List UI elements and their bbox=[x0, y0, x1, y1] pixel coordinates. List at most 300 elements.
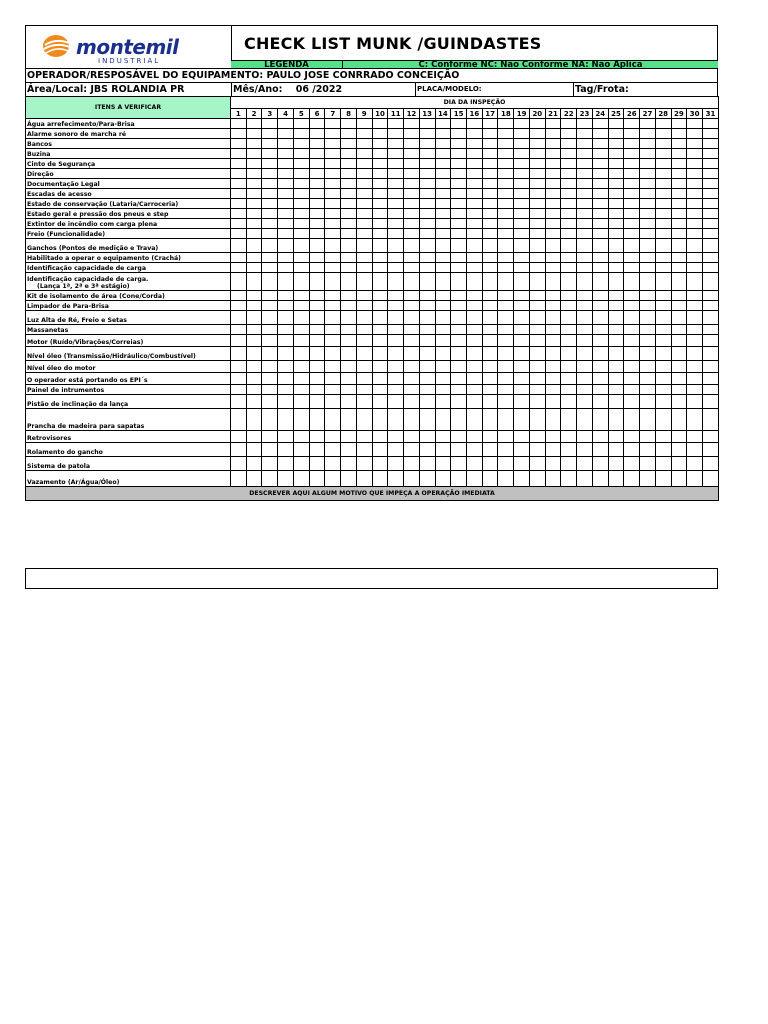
check-cell[interactable] bbox=[246, 335, 262, 347]
check-cell[interactable] bbox=[514, 199, 530, 209]
check-cell[interactable] bbox=[372, 409, 388, 431]
check-cell[interactable] bbox=[341, 139, 357, 149]
check-cell[interactable] bbox=[325, 189, 341, 199]
check-cell[interactable] bbox=[467, 291, 483, 301]
check-cell[interactable] bbox=[671, 431, 687, 443]
check-cell[interactable] bbox=[231, 179, 247, 189]
check-cell[interactable] bbox=[325, 209, 341, 219]
check-cell[interactable] bbox=[624, 471, 640, 487]
check-cell[interactable] bbox=[278, 385, 294, 395]
check-cell[interactable] bbox=[467, 431, 483, 443]
check-cell[interactable] bbox=[624, 119, 640, 129]
check-cell[interactable] bbox=[419, 229, 435, 239]
check-cell[interactable] bbox=[293, 119, 309, 129]
check-cell[interactable] bbox=[435, 311, 451, 325]
check-cell[interactable] bbox=[514, 431, 530, 443]
check-cell[interactable] bbox=[514, 253, 530, 263]
check-cell[interactable] bbox=[451, 139, 467, 149]
check-cell[interactable] bbox=[592, 395, 608, 409]
check-cell[interactable] bbox=[592, 189, 608, 199]
check-cell[interactable] bbox=[309, 373, 325, 385]
check-cell[interactable] bbox=[577, 139, 593, 149]
check-cell[interactable] bbox=[404, 179, 420, 189]
check-cell[interactable] bbox=[309, 169, 325, 179]
check-cell[interactable] bbox=[467, 385, 483, 395]
check-cell[interactable] bbox=[655, 139, 671, 149]
check-cell[interactable] bbox=[561, 335, 577, 347]
check-cell[interactable] bbox=[293, 325, 309, 335]
check-cell[interactable] bbox=[278, 159, 294, 169]
check-cell[interactable] bbox=[592, 209, 608, 219]
check-cell[interactable] bbox=[467, 239, 483, 253]
check-cell[interactable] bbox=[231, 199, 247, 209]
check-cell[interactable] bbox=[687, 273, 703, 291]
check-cell[interactable] bbox=[703, 409, 719, 431]
check-cell[interactable] bbox=[545, 385, 561, 395]
check-cell[interactable] bbox=[404, 335, 420, 347]
check-cell[interactable] bbox=[514, 395, 530, 409]
check-cell[interactable] bbox=[467, 273, 483, 291]
check-cell[interactable] bbox=[498, 457, 514, 471]
check-cell[interactable] bbox=[231, 189, 247, 199]
check-cell[interactable] bbox=[545, 431, 561, 443]
check-cell[interactable] bbox=[529, 335, 545, 347]
check-cell[interactable] bbox=[529, 471, 545, 487]
check-cell[interactable] bbox=[561, 179, 577, 189]
check-cell[interactable] bbox=[419, 385, 435, 395]
check-cell[interactable] bbox=[293, 471, 309, 487]
check-cell[interactable] bbox=[293, 253, 309, 263]
check-cell[interactable] bbox=[592, 457, 608, 471]
check-cell[interactable] bbox=[514, 219, 530, 229]
check-cell[interactable] bbox=[482, 239, 498, 253]
check-cell[interactable] bbox=[608, 159, 624, 169]
check-cell[interactable] bbox=[687, 301, 703, 311]
check-cell[interactable] bbox=[703, 443, 719, 457]
check-cell[interactable] bbox=[293, 199, 309, 209]
check-cell[interactable] bbox=[545, 129, 561, 139]
check-cell[interactable] bbox=[325, 291, 341, 301]
check-cell[interactable] bbox=[372, 119, 388, 129]
check-cell[interactable] bbox=[592, 347, 608, 361]
check-cell[interactable] bbox=[246, 159, 262, 169]
check-cell[interactable] bbox=[278, 373, 294, 385]
check-cell[interactable] bbox=[325, 159, 341, 169]
check-cell[interactable] bbox=[624, 239, 640, 253]
check-cell[interactable] bbox=[640, 159, 656, 169]
check-cell[interactable] bbox=[577, 361, 593, 373]
check-cell[interactable] bbox=[309, 199, 325, 209]
check-cell[interactable] bbox=[514, 139, 530, 149]
check-cell[interactable] bbox=[482, 395, 498, 409]
check-cell[interactable] bbox=[341, 199, 357, 209]
check-cell[interactable] bbox=[671, 199, 687, 209]
check-cell[interactable] bbox=[514, 385, 530, 395]
check-cell[interactable] bbox=[278, 301, 294, 311]
check-cell[interactable] bbox=[388, 443, 404, 457]
check-cell[interactable] bbox=[561, 219, 577, 229]
check-cell[interactable] bbox=[498, 119, 514, 129]
check-cell[interactable] bbox=[640, 119, 656, 129]
check-cell[interactable] bbox=[435, 189, 451, 199]
check-cell[interactable] bbox=[592, 253, 608, 263]
check-cell[interactable] bbox=[451, 335, 467, 347]
check-cell[interactable] bbox=[640, 169, 656, 179]
check-cell[interactable] bbox=[325, 253, 341, 263]
check-cell[interactable] bbox=[372, 311, 388, 325]
check-cell[interactable] bbox=[545, 471, 561, 487]
check-cell[interactable] bbox=[356, 119, 372, 129]
check-cell[interactable] bbox=[388, 139, 404, 149]
check-cell[interactable] bbox=[404, 149, 420, 159]
check-cell[interactable] bbox=[640, 471, 656, 487]
check-cell[interactable] bbox=[262, 291, 278, 301]
check-cell[interactable] bbox=[341, 373, 357, 385]
check-cell[interactable] bbox=[577, 179, 593, 189]
check-cell[interactable] bbox=[608, 291, 624, 301]
check-cell[interactable] bbox=[231, 373, 247, 385]
check-cell[interactable] bbox=[671, 373, 687, 385]
check-cell[interactable] bbox=[404, 159, 420, 169]
check-cell[interactable] bbox=[278, 291, 294, 301]
check-cell[interactable] bbox=[231, 149, 247, 159]
check-cell[interactable] bbox=[262, 239, 278, 253]
check-cell[interactable] bbox=[592, 325, 608, 335]
check-cell[interactable] bbox=[624, 443, 640, 457]
check-cell[interactable] bbox=[687, 361, 703, 373]
check-cell[interactable] bbox=[608, 457, 624, 471]
check-cell[interactable] bbox=[655, 129, 671, 139]
check-cell[interactable] bbox=[545, 291, 561, 301]
check-cell[interactable] bbox=[624, 301, 640, 311]
check-cell[interactable] bbox=[640, 229, 656, 239]
check-cell[interactable] bbox=[703, 395, 719, 409]
check-cell[interactable] bbox=[419, 169, 435, 179]
check-cell[interactable] bbox=[592, 239, 608, 253]
check-cell[interactable] bbox=[246, 209, 262, 219]
check-cell[interactable] bbox=[278, 409, 294, 431]
check-cell[interactable] bbox=[640, 219, 656, 229]
check-cell[interactable] bbox=[529, 169, 545, 179]
check-cell[interactable] bbox=[325, 409, 341, 431]
check-cell[interactable] bbox=[372, 471, 388, 487]
check-cell[interactable] bbox=[529, 179, 545, 189]
check-cell[interactable] bbox=[372, 149, 388, 159]
check-cell[interactable] bbox=[309, 189, 325, 199]
check-cell[interactable] bbox=[309, 471, 325, 487]
check-cell[interactable] bbox=[545, 229, 561, 239]
check-cell[interactable] bbox=[278, 149, 294, 159]
check-cell[interactable] bbox=[514, 471, 530, 487]
check-cell[interactable] bbox=[467, 409, 483, 431]
check-cell[interactable] bbox=[388, 273, 404, 291]
check-cell[interactable] bbox=[419, 471, 435, 487]
check-cell[interactable] bbox=[435, 263, 451, 273]
check-cell[interactable] bbox=[608, 199, 624, 209]
check-cell[interactable] bbox=[325, 395, 341, 409]
check-cell[interactable] bbox=[561, 409, 577, 431]
check-cell[interactable] bbox=[498, 169, 514, 179]
check-cell[interactable] bbox=[577, 311, 593, 325]
check-cell[interactable] bbox=[467, 253, 483, 263]
check-cell[interactable] bbox=[278, 457, 294, 471]
check-cell[interactable] bbox=[687, 189, 703, 199]
check-cell[interactable] bbox=[640, 431, 656, 443]
check-cell[interactable] bbox=[514, 347, 530, 361]
check-cell[interactable] bbox=[624, 263, 640, 273]
check-cell[interactable] bbox=[624, 347, 640, 361]
check-cell[interactable] bbox=[671, 335, 687, 347]
check-cell[interactable] bbox=[529, 291, 545, 301]
check-cell[interactable] bbox=[341, 119, 357, 129]
check-cell[interactable] bbox=[341, 219, 357, 229]
check-cell[interactable] bbox=[655, 347, 671, 361]
check-cell[interactable] bbox=[592, 179, 608, 189]
check-cell[interactable] bbox=[246, 189, 262, 199]
check-cell[interactable] bbox=[309, 335, 325, 347]
check-cell[interactable] bbox=[671, 219, 687, 229]
check-cell[interactable] bbox=[341, 239, 357, 253]
check-cell[interactable] bbox=[419, 409, 435, 431]
check-cell[interactable] bbox=[404, 409, 420, 431]
check-cell[interactable] bbox=[655, 253, 671, 263]
check-cell[interactable] bbox=[372, 179, 388, 189]
check-cell[interactable] bbox=[624, 139, 640, 149]
check-cell[interactable] bbox=[671, 129, 687, 139]
check-cell[interactable] bbox=[703, 239, 719, 253]
check-cell[interactable] bbox=[451, 263, 467, 273]
check-cell[interactable] bbox=[545, 169, 561, 179]
check-cell[interactable] bbox=[482, 431, 498, 443]
check-cell[interactable] bbox=[278, 179, 294, 189]
check-cell[interactable] bbox=[467, 149, 483, 159]
check-cell[interactable] bbox=[498, 443, 514, 457]
check-cell[interactable] bbox=[671, 301, 687, 311]
check-cell[interactable] bbox=[482, 129, 498, 139]
check-cell[interactable] bbox=[262, 301, 278, 311]
check-cell[interactable] bbox=[498, 229, 514, 239]
check-cell[interactable] bbox=[482, 291, 498, 301]
check-cell[interactable] bbox=[372, 263, 388, 273]
check-cell[interactable] bbox=[388, 409, 404, 431]
check-cell[interactable] bbox=[341, 347, 357, 361]
check-cell[interactable] bbox=[592, 169, 608, 179]
check-cell[interactable] bbox=[545, 239, 561, 253]
check-cell[interactable] bbox=[592, 409, 608, 431]
check-cell[interactable] bbox=[498, 263, 514, 273]
check-cell[interactable] bbox=[529, 301, 545, 311]
check-cell[interactable] bbox=[435, 385, 451, 395]
check-cell[interactable] bbox=[561, 291, 577, 301]
check-cell[interactable] bbox=[325, 361, 341, 373]
check-cell[interactable] bbox=[624, 291, 640, 301]
check-cell[interactable] bbox=[309, 409, 325, 431]
check-cell[interactable] bbox=[435, 373, 451, 385]
check-cell[interactable] bbox=[671, 395, 687, 409]
check-cell[interactable] bbox=[356, 139, 372, 149]
check-cell[interactable] bbox=[529, 385, 545, 395]
check-cell[interactable] bbox=[467, 311, 483, 325]
check-cell[interactable] bbox=[545, 209, 561, 219]
check-cell[interactable] bbox=[640, 347, 656, 361]
check-cell[interactable] bbox=[655, 209, 671, 219]
check-cell[interactable] bbox=[388, 471, 404, 487]
check-cell[interactable] bbox=[278, 253, 294, 263]
check-cell[interactable] bbox=[624, 253, 640, 263]
check-cell[interactable] bbox=[356, 169, 372, 179]
check-cell[interactable] bbox=[703, 301, 719, 311]
check-cell[interactable] bbox=[498, 199, 514, 209]
check-cell[interactable] bbox=[655, 159, 671, 169]
check-cell[interactable] bbox=[498, 253, 514, 263]
check-cell[interactable] bbox=[482, 347, 498, 361]
check-cell[interactable] bbox=[703, 209, 719, 219]
check-cell[interactable] bbox=[388, 311, 404, 325]
check-cell[interactable] bbox=[293, 457, 309, 471]
check-cell[interactable] bbox=[435, 219, 451, 229]
check-cell[interactable] bbox=[372, 159, 388, 169]
check-cell[interactable] bbox=[655, 311, 671, 325]
check-cell[interactable] bbox=[577, 373, 593, 385]
check-cell[interactable] bbox=[278, 431, 294, 443]
check-cell[interactable] bbox=[561, 139, 577, 149]
check-cell[interactable] bbox=[703, 219, 719, 229]
check-cell[interactable] bbox=[498, 239, 514, 253]
check-cell[interactable] bbox=[404, 395, 420, 409]
check-cell[interactable] bbox=[325, 335, 341, 347]
check-cell[interactable] bbox=[561, 273, 577, 291]
check-cell[interactable] bbox=[231, 385, 247, 395]
check-cell[interactable] bbox=[687, 335, 703, 347]
check-cell[interactable] bbox=[293, 409, 309, 431]
check-cell[interactable] bbox=[231, 263, 247, 273]
check-cell[interactable] bbox=[545, 149, 561, 159]
check-cell[interactable] bbox=[278, 199, 294, 209]
check-cell[interactable] bbox=[577, 335, 593, 347]
check-cell[interactable] bbox=[278, 347, 294, 361]
check-cell[interactable] bbox=[356, 311, 372, 325]
check-cell[interactable] bbox=[419, 199, 435, 209]
check-cell[interactable] bbox=[577, 199, 593, 209]
check-cell[interactable] bbox=[309, 219, 325, 229]
check-cell[interactable] bbox=[482, 219, 498, 229]
check-cell[interactable] bbox=[262, 179, 278, 189]
check-cell[interactable] bbox=[231, 361, 247, 373]
check-cell[interactable] bbox=[435, 179, 451, 189]
check-cell[interactable] bbox=[624, 395, 640, 409]
check-cell[interactable] bbox=[293, 149, 309, 159]
check-cell[interactable] bbox=[435, 457, 451, 471]
check-cell[interactable] bbox=[435, 253, 451, 263]
check-cell[interactable] bbox=[498, 189, 514, 199]
check-cell[interactable] bbox=[372, 291, 388, 301]
check-cell[interactable] bbox=[419, 361, 435, 373]
check-cell[interactable] bbox=[372, 347, 388, 361]
check-cell[interactable] bbox=[482, 253, 498, 263]
check-cell[interactable] bbox=[372, 443, 388, 457]
check-cell[interactable] bbox=[498, 291, 514, 301]
check-cell[interactable] bbox=[577, 301, 593, 311]
month-value[interactable]: 06 /2022 bbox=[295, 84, 343, 95]
check-cell[interactable] bbox=[246, 179, 262, 189]
check-cell[interactable] bbox=[309, 431, 325, 443]
check-cell[interactable] bbox=[687, 431, 703, 443]
check-cell[interactable] bbox=[577, 129, 593, 139]
check-cell[interactable] bbox=[356, 209, 372, 219]
check-cell[interactable] bbox=[467, 179, 483, 189]
check-cell[interactable] bbox=[309, 253, 325, 263]
check-cell[interactable] bbox=[246, 385, 262, 395]
check-cell[interactable] bbox=[293, 311, 309, 325]
check-cell[interactable] bbox=[467, 361, 483, 373]
check-cell[interactable] bbox=[687, 149, 703, 159]
check-cell[interactable] bbox=[655, 179, 671, 189]
check-cell[interactable] bbox=[655, 189, 671, 199]
check-cell[interactable] bbox=[514, 457, 530, 471]
check-cell[interactable] bbox=[262, 395, 278, 409]
check-cell[interactable] bbox=[419, 189, 435, 199]
check-cell[interactable] bbox=[419, 431, 435, 443]
check-cell[interactable] bbox=[624, 169, 640, 179]
check-cell[interactable] bbox=[577, 263, 593, 273]
check-cell[interactable] bbox=[356, 199, 372, 209]
check-cell[interactable] bbox=[309, 291, 325, 301]
check-cell[interactable] bbox=[655, 361, 671, 373]
check-cell[interactable] bbox=[341, 189, 357, 199]
check-cell[interactable] bbox=[687, 169, 703, 179]
check-cell[interactable] bbox=[341, 149, 357, 159]
check-cell[interactable] bbox=[529, 325, 545, 335]
check-cell[interactable] bbox=[561, 199, 577, 209]
check-cell[interactable] bbox=[592, 385, 608, 395]
check-cell[interactable] bbox=[561, 229, 577, 239]
check-cell[interactable] bbox=[246, 311, 262, 325]
check-cell[interactable] bbox=[671, 169, 687, 179]
check-cell[interactable] bbox=[246, 149, 262, 159]
check-cell[interactable] bbox=[514, 409, 530, 431]
check-cell[interactable] bbox=[419, 325, 435, 335]
check-cell[interactable] bbox=[640, 129, 656, 139]
check-cell[interactable] bbox=[262, 169, 278, 179]
check-cell[interactable] bbox=[278, 169, 294, 179]
check-cell[interactable] bbox=[309, 263, 325, 273]
check-cell[interactable] bbox=[703, 229, 719, 239]
check-cell[interactable] bbox=[262, 335, 278, 347]
check-cell[interactable] bbox=[341, 443, 357, 457]
check-cell[interactable] bbox=[482, 139, 498, 149]
check-cell[interactable] bbox=[529, 129, 545, 139]
check-cell[interactable] bbox=[372, 395, 388, 409]
check-cell[interactable] bbox=[231, 335, 247, 347]
check-cell[interactable] bbox=[262, 219, 278, 229]
check-cell[interactable] bbox=[608, 361, 624, 373]
check-cell[interactable] bbox=[404, 273, 420, 291]
check-cell[interactable] bbox=[435, 471, 451, 487]
check-cell[interactable] bbox=[278, 229, 294, 239]
check-cell[interactable] bbox=[325, 301, 341, 311]
check-cell[interactable] bbox=[671, 253, 687, 263]
check-cell[interactable] bbox=[608, 311, 624, 325]
check-cell[interactable] bbox=[561, 189, 577, 199]
check-cell[interactable] bbox=[388, 385, 404, 395]
check-cell[interactable] bbox=[545, 347, 561, 361]
check-cell[interactable] bbox=[419, 129, 435, 139]
check-cell[interactable] bbox=[545, 159, 561, 169]
check-cell[interactable] bbox=[309, 209, 325, 219]
check-cell[interactable] bbox=[231, 291, 247, 301]
check-cell[interactable] bbox=[435, 395, 451, 409]
check-cell[interactable] bbox=[451, 325, 467, 335]
